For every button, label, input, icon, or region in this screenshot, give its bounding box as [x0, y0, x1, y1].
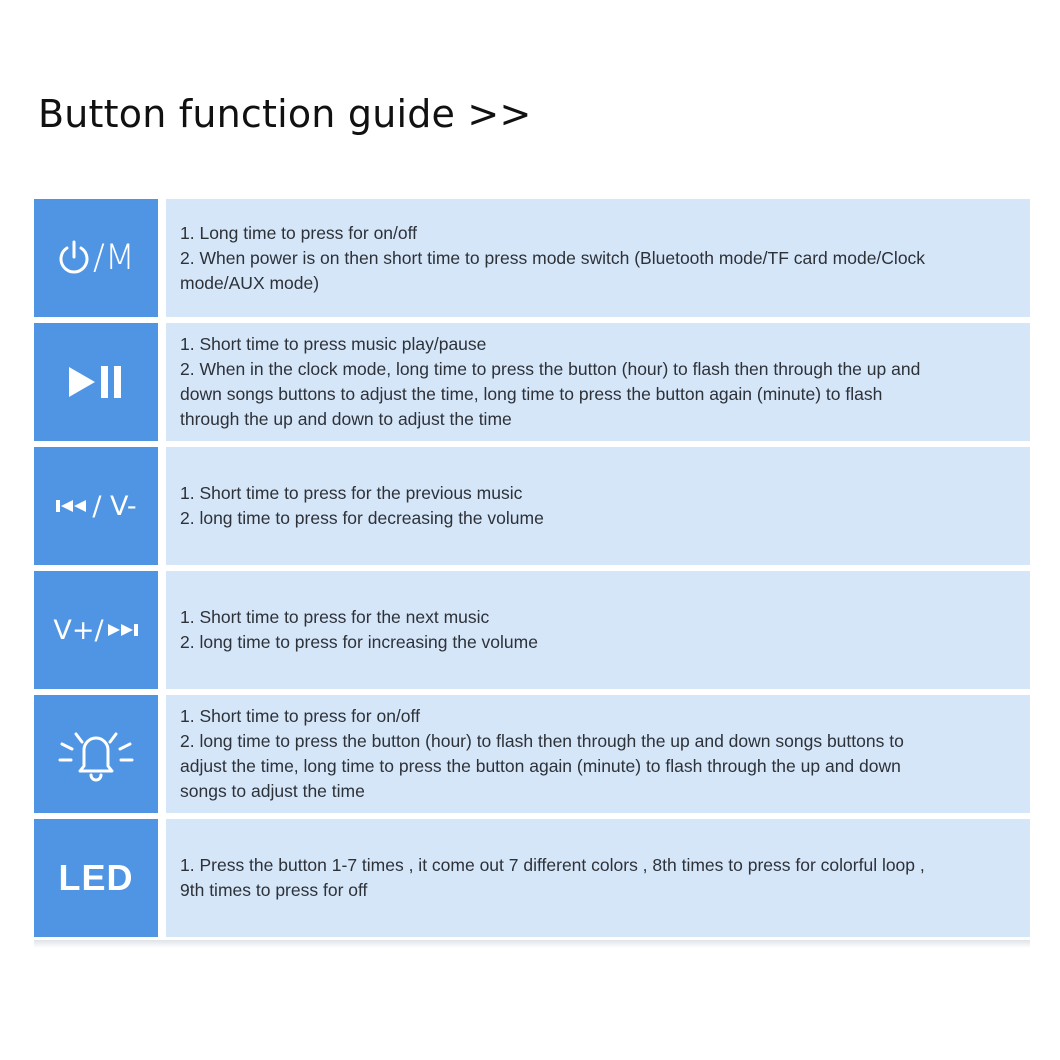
- icon-cell: [34, 199, 158, 317]
- previous-volume-down-icon: [55, 491, 136, 522]
- description-line: mode/AUX mode): [180, 272, 320, 293]
- page-title: Button function guide >>: [38, 92, 532, 136]
- mode-label: /M: [93, 238, 135, 278]
- guide-row-led: [34, 819, 1030, 937]
- description-cell: [166, 695, 1030, 813]
- guide-row-volume-up-next: [34, 571, 1030, 689]
- previous-track-icon: [55, 497, 89, 515]
- icon-cell: [34, 819, 158, 937]
- icon-cell: [34, 571, 158, 689]
- description-line: down songs buttons to adjust the time, long time to press the button again (minute) to flash: [180, 384, 883, 404]
- table-bottom-shadow: [34, 940, 1030, 948]
- volume-up-next-icon: [53, 615, 138, 646]
- guide-row-previous-volume-down: [34, 447, 1030, 565]
- volume-up-label: V+/: [53, 614, 104, 646]
- guide-row-power-mode: [34, 199, 1030, 317]
- description-line: 1. Press the button 1-7 times , it come out 7 different colors , 8th times to press for colorful loop ,: [180, 855, 925, 875]
- description-line: 9th times to press for off: [180, 880, 368, 900]
- icon-cell: [34, 447, 158, 565]
- description-cell: [166, 819, 1030, 937]
- description-line: 2. long time to press the button (hour) to flash then through the up and down songs buttons to: [180, 731, 904, 751]
- button-guide-table: [34, 199, 1030, 943]
- description-line: 1. Short time to press for on/off: [180, 706, 420, 726]
- guide-row-play-pause: [34, 323, 1030, 441]
- description-line: 2. When in the clock mode, long time to press the button (hour) to flash then through the up and: [180, 359, 921, 379]
- description-cell: [166, 571, 1030, 689]
- description-line: through the up and down to adjust the time: [180, 409, 512, 429]
- next-track-icon: [107, 621, 139, 639]
- description-cell: [166, 323, 1030, 441]
- guide-row-alarm: [34, 695, 1030, 813]
- power-icon: [57, 239, 91, 277]
- led-icon: LED: [58, 857, 134, 898]
- volume-down-label: / V-: [92, 490, 137, 522]
- description-line: 1. Short time to press for the next music: [180, 607, 490, 627]
- play-pause-icon: [67, 364, 125, 400]
- description-line: 1. Short time to press for the previous music: [180, 483, 523, 503]
- description-line: 1. Short time to press music play/pause: [180, 334, 487, 354]
- description-cell: [166, 199, 1030, 317]
- description-line: 1. Long time to press for on/off: [180, 222, 418, 243]
- description-line: adjust the time, long time to press the button again (minute) to flash through the up and down: [180, 756, 901, 776]
- icon-cell: [34, 695, 158, 813]
- description-cell: [166, 447, 1030, 565]
- power-mode-icon: [57, 238, 135, 278]
- alarm-bell-icon: [56, 722, 136, 786]
- description-line: 2. long time to press for increasing the volume: [180, 632, 538, 652]
- description-line: songs to adjust the time: [180, 781, 365, 801]
- icon-cell: [34, 323, 158, 441]
- description-line: 2. When power is on then short time to press mode switch (Bluetooth mode/TF card mode/Clock: [180, 247, 926, 268]
- description-line: 2. long time to press for decreasing the volume: [180, 508, 544, 528]
